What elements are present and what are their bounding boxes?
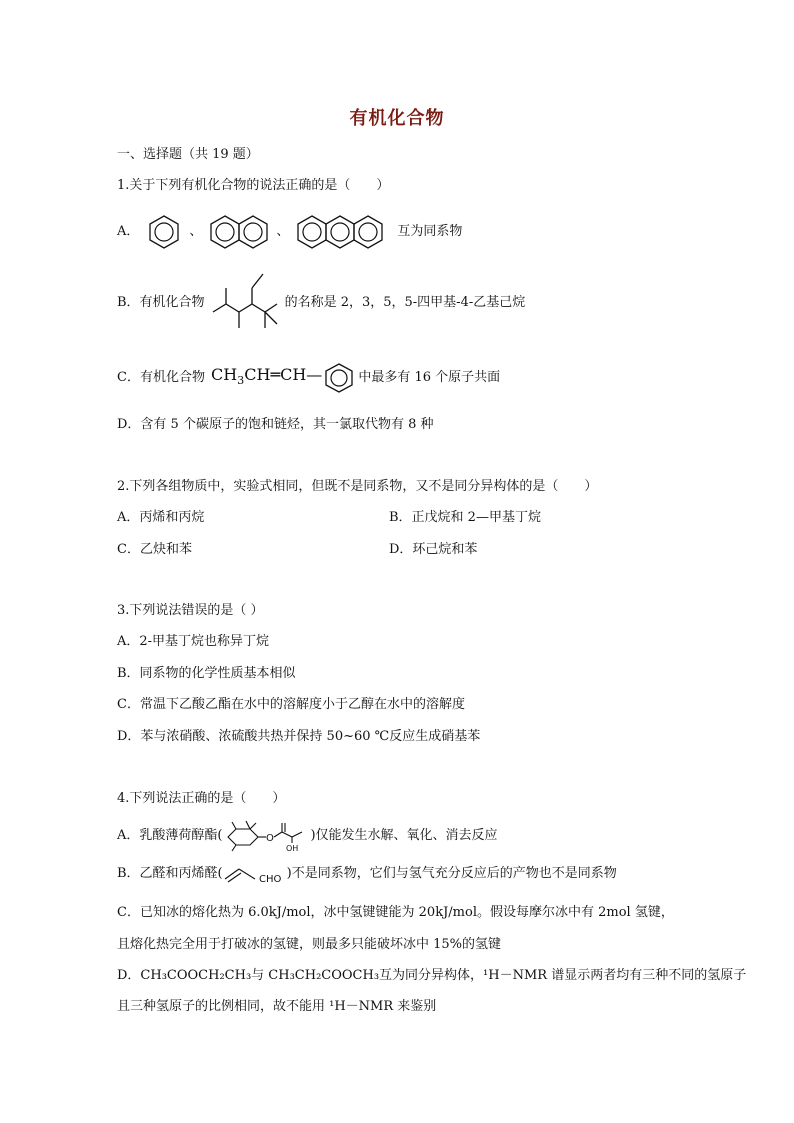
q4-option-d-line2: 且三种氢原子的比例相同，故不能用 ¹H－NMR 来鉴别 <box>117 999 437 1014</box>
svg-text:OH: OH <box>286 844 299 853</box>
styrene-formula: $CH_3CH═CH—$ <box>210 364 323 388</box>
q1-option-d: D．含有 5 个碳原子的饱和链烃，其一氯取代物有 8 种 <box>117 417 434 432</box>
branched-alkane-structure-icon <box>211 270 281 336</box>
q4-option-c-line2: 且熔化热完全用于打破冰的氢键，则最多只能破坏冰中 15%的氢键 <box>117 937 502 952</box>
q1-option-b: B．有机化合物 的名称是 2，3，5，5-四甲基-4-乙基己烷 <box>117 268 525 338</box>
q4-stem: 4.下列说法正确的是（ ） <box>117 791 286 806</box>
q3-stem: 3.下列说法错误的是（ ） <box>117 603 264 618</box>
menthyl-lactate-structure-icon <box>222 819 310 853</box>
q3-option-c: C．常温下乙酸乙酯在水中的溶解度小于乙醇在水中的溶解度 <box>117 697 465 712</box>
q2-option-b: B．正戊烷和 2—甲基丁烷 <box>389 510 541 525</box>
q3-option-d: D．苯与浓硝酸、浓硫酸共热并保持 50~60 ℃反应生成硝基苯 <box>117 729 481 744</box>
q1-stem: 1.关于下列有机化合物的说法正确的是（ ） <box>117 178 390 193</box>
anthracene-structure-icon <box>295 213 393 251</box>
benzene-structure-icon <box>145 213 183 251</box>
q3-option-b: B．同系物的化学性质基本相似 <box>117 666 296 681</box>
q4-option-b: B．乙醛和丙烯醛( CHO )不是同系物，它们与氢气充分反应后的产物也不是同系物 <box>117 860 617 888</box>
svg-text:O: O <box>266 833 275 844</box>
q4-option-c-line1: C．已知冰的熔化热为 6.0kJ/mol，冰中氢键键能为 20kJ/mol。假设每摩尔冰中有 2mol 氢键， <box>117 905 674 920</box>
q1-option-c: C．有机化合物 $CH_3CH═CH—$ 中最多有 16 个原子共面 <box>117 362 500 394</box>
q2-option-d: D．环己烷和苯 <box>389 542 478 557</box>
page-title: 有机化合物 <box>349 108 445 129</box>
q3-option-a: A．2-甲基丁烷也称异丁烷 <box>117 634 270 649</box>
naphthalene-structure-icon <box>208 213 270 251</box>
q2-option-c: C．乙炔和苯 <box>117 542 192 557</box>
q4-option-d-line1: D．CH₃COOCH₂CH₃与 CH₃CH₂COOCH₃互为同分异构体，¹H－NMR 谱显示两者均有三种不同的氢原子 <box>117 968 747 983</box>
q1-option-a: A． 、 、 互为同系物 <box>117 213 462 251</box>
q2-option-a: A．丙烯和丙烷 <box>117 510 205 525</box>
phenyl-ring-icon <box>322 362 356 394</box>
q4-option-a: A．乳酸薄荷醇酯( O OH )仅能发生水解、氧化、消去反应 <box>117 818 498 854</box>
acrolein-structure-icon <box>223 863 287 885</box>
section-heading: 一、选择题（共 19 题） <box>117 147 259 162</box>
q2-stem: 2.下列各组物质中，实验式相同，但既不是同系物，又不是同分异构体的是（ ） <box>117 479 598 494</box>
svg-text:CHO: CHO <box>258 874 282 885</box>
